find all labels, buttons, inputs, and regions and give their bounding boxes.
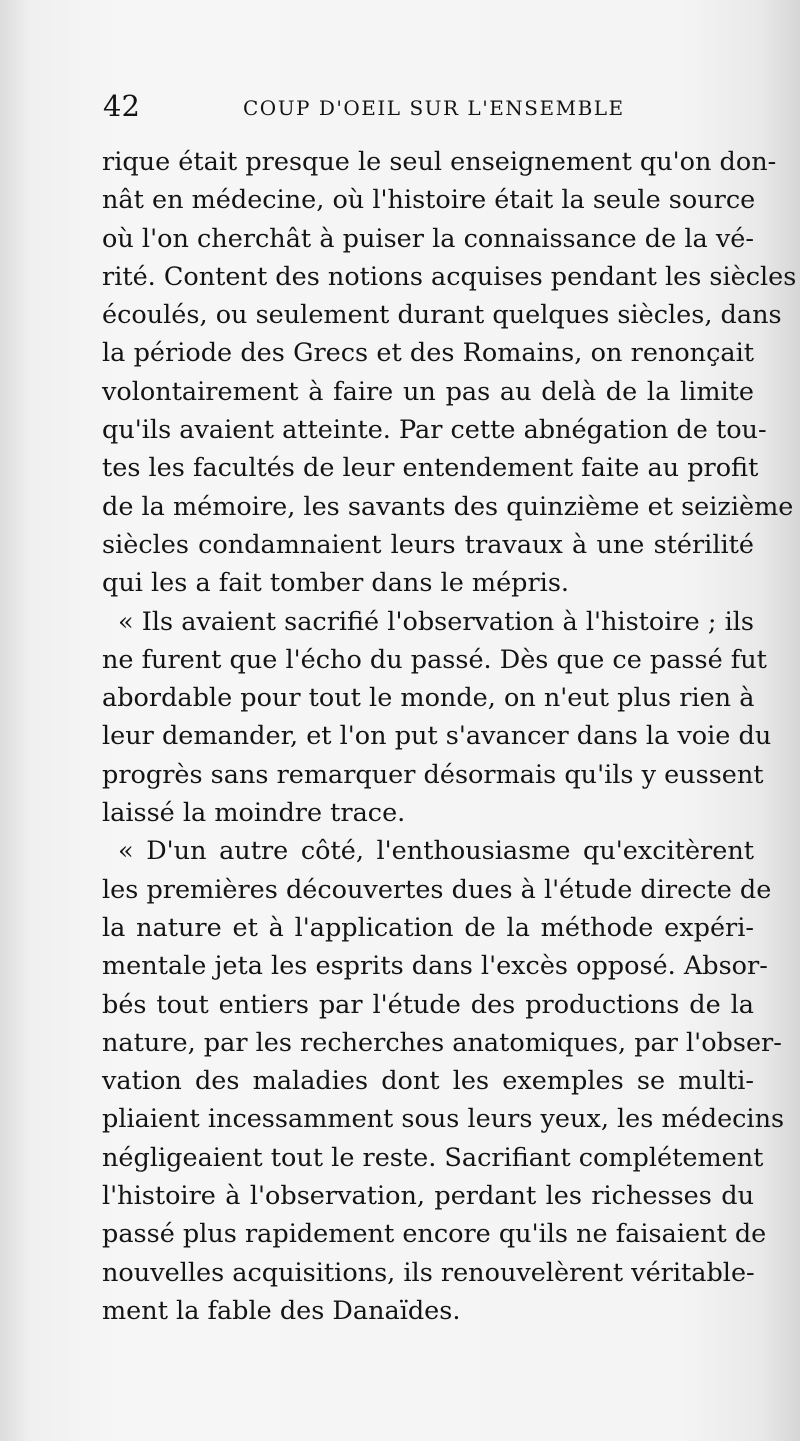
text-line: négligeaient tout le reste. Sacrifiant complétement bbox=[102, 1142, 764, 1173]
text-line: où l'on cherchât à puiser la connaissance de la vé- bbox=[102, 223, 754, 254]
text-line: progrès sans remarquer désormais qu'ils y eussent bbox=[102, 759, 764, 790]
text-line: nât en médecine, où l'histoire était la seule source bbox=[102, 185, 756, 216]
text-line: écoulés, ou seulement durant quelques siècles, dans bbox=[102, 300, 782, 331]
text-line: « Ils avaient sacrifié l'observation à l'histoire ; ils bbox=[118, 606, 754, 637]
text-line: l'histoire à l'observation, perdant les richesses du bbox=[102, 1181, 754, 1212]
text-line: vation des maladies dont les exemples se multi- bbox=[102, 1066, 754, 1097]
text-line: « D'un autre côté, l'enthousiasme qu'excitèrent bbox=[118, 836, 754, 867]
text-line: abordable pour tout le monde, on n'eut plus rien à bbox=[102, 683, 755, 714]
page-header bbox=[103, 86, 753, 126]
text-line: siècles condamnaient leurs travaux à une stérilité bbox=[102, 529, 754, 560]
text-line: nature, par les recherches anatomiques, par l'obser- bbox=[102, 1027, 782, 1058]
text-line: passé plus rapidement encore qu'ils ne faisaient de bbox=[102, 1219, 767, 1250]
text-line: laissé la moindre trace. bbox=[102, 798, 406, 829]
text-line: de la mémoire, les savants des quinzième et seizième bbox=[102, 491, 794, 522]
text-line: ment la fable des Danaïdes. bbox=[102, 1295, 461, 1326]
text-line: les premières découvertes dues à l'étude directe de bbox=[102, 874, 772, 905]
text-line: pliaient incessamment sous leurs yeux, les médecins bbox=[102, 1104, 785, 1135]
text-line: la période des Grecs et des Romains, on renonçait bbox=[102, 338, 754, 369]
paragraph-1 bbox=[102, 143, 797, 603]
text-line: la nature et à l'application de la méthode expéri- bbox=[102, 912, 754, 943]
text-line: tes les facultés de leur entendement faite au profit bbox=[102, 453, 759, 484]
paragraph-3 bbox=[102, 832, 785, 1330]
text-line: rique était presque le seul enseignement qu'on don- bbox=[102, 147, 777, 177]
page-number: 42 bbox=[103, 89, 140, 123]
text-line: qui les a fait tomber dans le mépris. bbox=[102, 568, 570, 599]
text-line: ne furent que l'écho du passé. Dès que ce passé fut bbox=[102, 644, 767, 675]
text-line: mentale jeta les esprits dans l'excès opposé. Absor- bbox=[102, 951, 768, 982]
text-line: bés tout entiers par l'étude des productions de la bbox=[102, 989, 754, 1020]
text-line: volontairement à faire un pas au delà de la limite bbox=[102, 376, 754, 407]
running-head: COUP D'OEIL SUR L'ENSEMBLE bbox=[243, 96, 625, 120]
body-text bbox=[102, 143, 797, 1330]
text-line: qu'ils avaient atteinte. Par cette abnégation de tou- bbox=[102, 415, 767, 446]
text-line: rité. Content des notions acquises pendant les siècles bbox=[102, 261, 797, 292]
paragraph-2 bbox=[102, 603, 772, 833]
text-line: nouvelles acquisitions, ils renouvelèrent véritable- bbox=[102, 1257, 755, 1288]
text-line: leur demander, et l'on put s'avancer dans la voie du bbox=[102, 721, 772, 752]
